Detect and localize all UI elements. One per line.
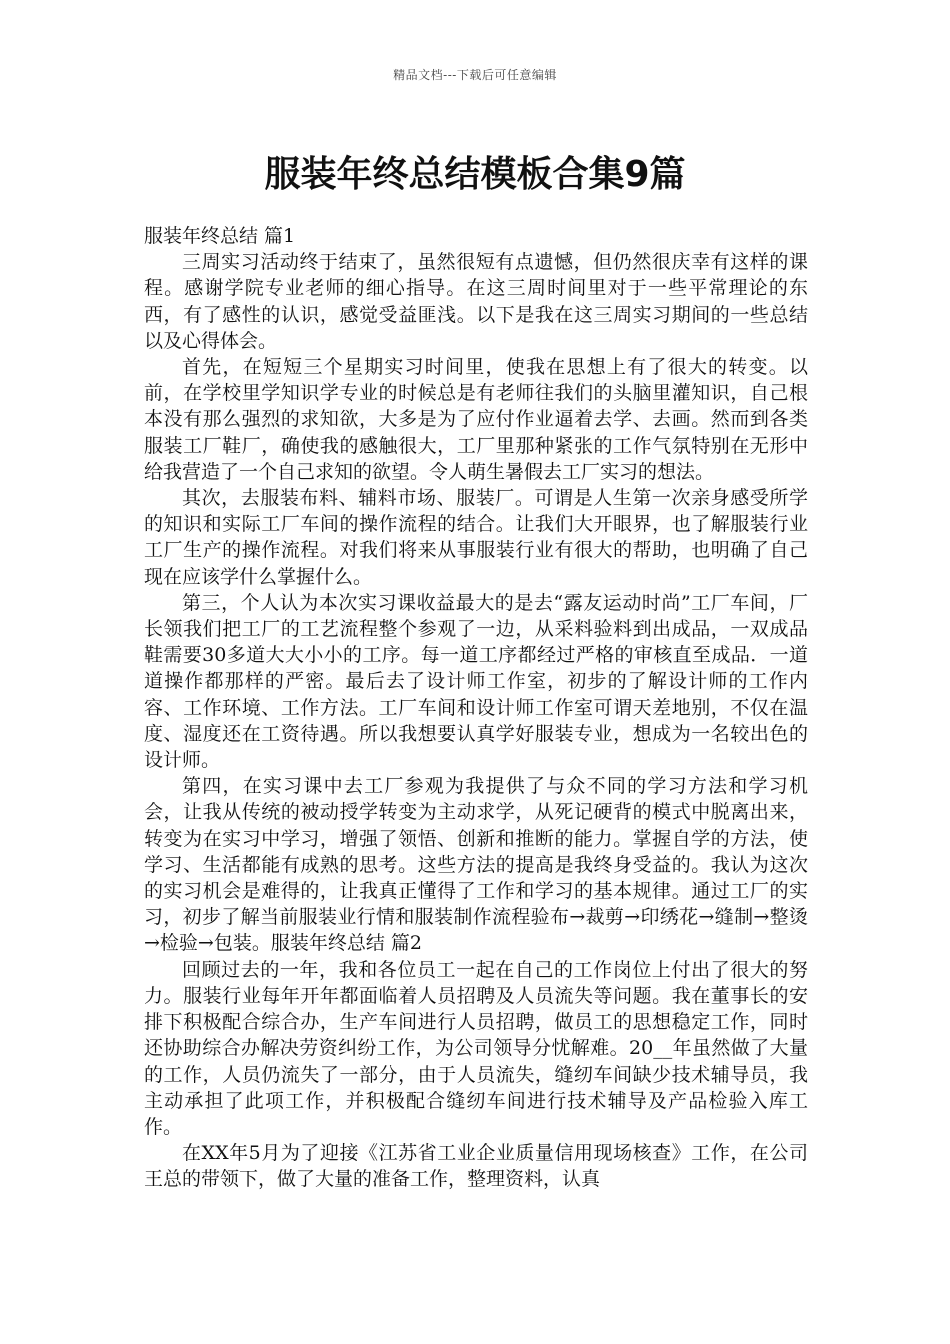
paragraph: 三周实习活动终于结束了，虽然很短有点遗憾，但仍然很庆幸有这样的课程。感谢学院专业老师的细心指导。在这三周时间里对于一些平常理论的东西，有了感性的认识，感觉受益匪浅。以下是我在这三周实习期间的一些总结以及心得体会。 [144, 251, 808, 352]
section-heading: 服装年终总结 篇1 [144, 225, 296, 247]
paragraph: 第三，个人认为本次实习课收益最大的是去“露友运动时尚”工厂车间，厂长领我们把工厂的工艺流程整个参观了一边，从采料验料到出成品，一双成品鞋需要30多道大大小小的工序。每一道工序都经过严格的审核直至成品．一道道操作都那样的严密。最后去了设计师工作室，初步的了解设计师的工作内容、工作环境、工作方法。工厂车间和设计师工作室可谓天差地别，不仅在温度、湿度还在工资待遇。所以我想要认真学好服装专业，想成为一名较出色的设计师。 [144, 591, 808, 772]
paragraph: 回顾过去的一年，我和各位员工一起在自己的工作岗位上付出了很大的努力。服装行业每年开年都面临着人员招聘及人员流失等问题。我在董事长的安排下积极配合综合办，生产车间进行人员招聘，做员工的思想稳定工作，同时还协助综合办解决劳资纠纷工作，为公司领导分忧解难。20__年虽然做了大量的工作，人员仍流失了一部分，由于人员流失，缝纫车间缺少技术辅导员，我主动承担了此项工作，并积极配合缝纫车间进行技术辅导及产品检验入库工作。 [144, 958, 808, 1138]
paragraph: 其次，去服装布料、辅料市场、服装厂。可谓是人生第一次亲身感受所学的知识和实际工厂车间的操作流程的结合。让我们大开眼界，也了解服装行业工厂生产的操作流程。对我们将来从事服装行业有很大的帮助，也明确了自己现在应该学什么掌握什么。 [144, 487, 808, 588]
paragraph: 第四，在实习课中去工厂参观为我提供了与众不同的学习方法和学习机会，让我从传统的被动授学转变为主动求学，从死记硬背的模式中脱离出来，转变为在实习中学习，增强了领悟、创新和推断的能力。掌握自学的方法，使学习、生活都能有成熟的思考。这些方法的提高是我终身受益的。我认为这次的实习机会是难得的，让我真正懂得了工作和学习的基本规律。通过工厂的实习，初步了解当前服装业行情和服装制作流程验布→裁剪→印绣花→缝制→整烫→检验→包装。服装年终总结 篇2 [144, 775, 808, 955]
document-body [144, 223, 808, 1193]
page-header: 精品文档---下载后可任意编辑 [393, 68, 557, 82]
paragraph: 在XX年5月为了迎接《江苏省工业企业质量信用现场核查》工作，在公司王总的带领下，做了大量的准备工作，整理资料，认真 [144, 1142, 808, 1191]
document-title: 服装年终总结模板合集9篇 [264, 154, 686, 196]
paragraph: 首先，在短短三个星期实习时间里，使我在思想上有了很大的转变。以前，在学校里学知识学专业的时候总是有老师往我们的头脑里灌知识，自己根本没有那么强烈的求知欲，大多是为了应付作业逼着去学、去画。然而到各类服装工厂鞋厂，确使我的感触很大，工厂里那种紧张的工作气氛特别在无形中给我营造了一个自己求知的欲望。令人萌生暑假去工厂实习的想法。 [144, 356, 808, 483]
